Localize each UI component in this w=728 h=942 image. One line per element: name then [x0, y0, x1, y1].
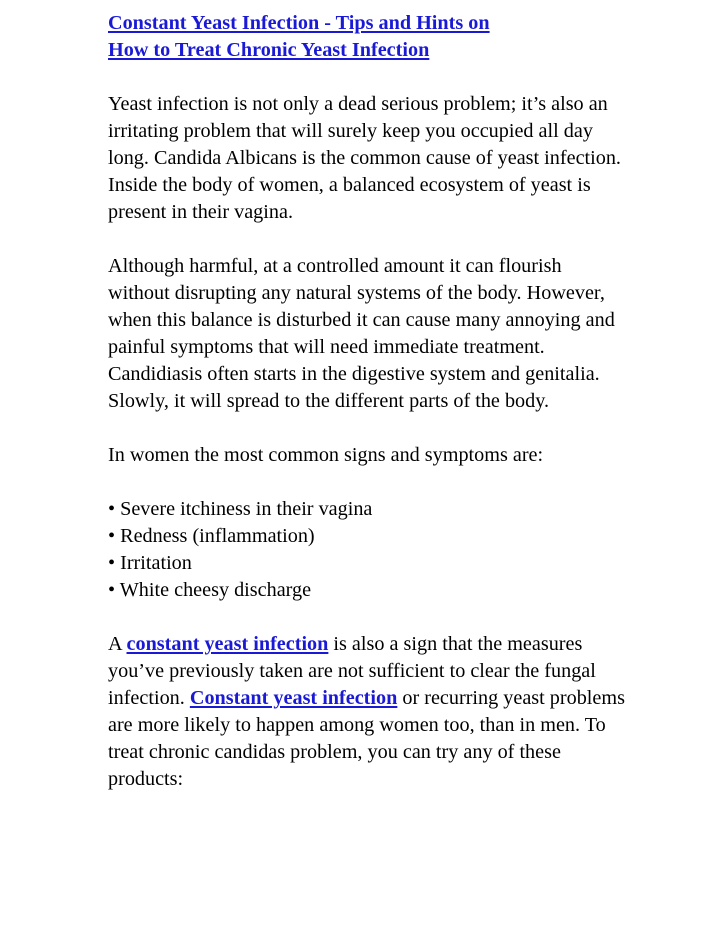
paragraph-text: A [108, 633, 127, 655]
document-page [108, 10, 628, 820]
paragraph-balance: Although harmful, at a controlled amount it can flourish without disrupting any natural systems of the body. However, when this balance is disturbed it can cause many annoying and painful symptoms that will need immediate treatment. Candidiasis often starts in the digestive system and genitalia. Slowly, it will spread to the different parts of the body. [108, 255, 615, 412]
constant-yeast-infection-link-2[interactable]: Constant yeast infection [189, 687, 398, 709]
list-item: • Irritation [108, 552, 192, 574]
paragraph-text: or recurring yeast problems are more likely to happen among women too, than in men. To treat chronic candidas problem, you can try any of these products: [108, 687, 625, 790]
constant-yeast-infection-link[interactable]: constant yeast infection [126, 633, 329, 655]
symptoms-list [108, 496, 628, 604]
symptoms-intro: In women the most common signs and symptoms are: [108, 444, 544, 466]
paragraph-intro: Yeast infection is not only a dead serious problem; it’s also an irritating problem that will surely keep you occupied all day long. Candida Albicans is the common cause of yeast infection. Inside the body of women, a balanced ecosystem of yeast is present in their vagina. [108, 93, 621, 223]
paragraph-constant-infection [108, 631, 628, 793]
article-title-line-1[interactable]: Constant Yeast Infection - Tips and Hints on [108, 12, 490, 34]
list-item: • White cheesy discharge [108, 579, 312, 601]
article-title-line-2[interactable]: How to Treat Chronic Yeast Infection [108, 39, 430, 61]
list-item: • Redness (inflammation) [108, 525, 315, 547]
article-title[interactable] [108, 10, 628, 64]
paragraph-text: is also a sign that the measures you’ve previously taken are not sufficient to clear the fungal infection. [108, 633, 596, 709]
list-item: • Severe itchiness in their vagina [108, 498, 373, 520]
